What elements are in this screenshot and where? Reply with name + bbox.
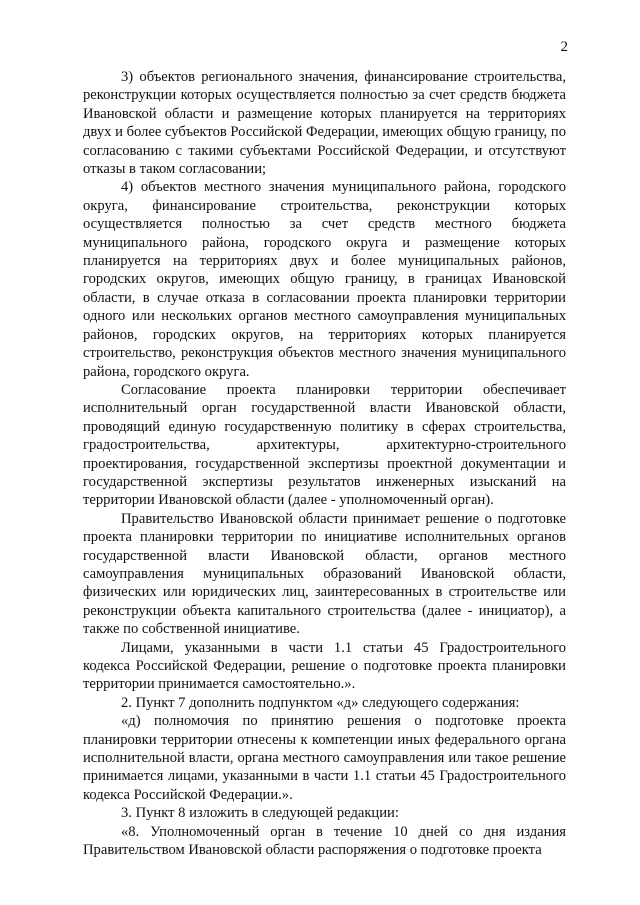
paragraph-amendment-2: 2. Пункт 7 дополнить подпунктом «д» следующего содержания: xyxy=(121,694,520,711)
paragraph-government-decision: Правительство Ивановской области принимает решение о подготовке проекта планировки территории по инициативе исполнительных органов государственной власти Ивановской области, органов местного самоуправления муниципальных образований Ивановской области, физических или юридических лиц, заинтересованных в строительстве или реконструкции объекта капитального строительства (далее - инициатор), а также по собственной инициативе. xyxy=(83,510,566,638)
paragraph-item-8: «8. Уполномоченный орган в течение 10 дней со дня издания Правительством Ивановской области распоряжения о подготовке проекта xyxy=(83,823,566,859)
document-body xyxy=(83,68,566,859)
paragraph-approval: Согласование проекта планировки территории обеспечивает исполнительный орган государственной власти Ивановской области, проводящий единую государственную политику в сферах строительства, градостроительства, архитектуры, архитектурно-строительного проектирования, государственной экспертизы проектной документации и государственной экспертизы результатов инженерных изысканий на территории Ивановской области (далее - уполномоченный орган). xyxy=(83,381,566,509)
paragraph-subitem-d: «д) полномочия по принятию решения о подготовке проекта планировки территории отнесены к компетенции иных федерального органа исполнительной власти, органа местного самоуправления или такое решение принимается лицами, указанными в части 1.1 статьи 45 Градостроительного кодекса Российской Федерации.». xyxy=(83,713,566,803)
paragraph-item-3: 3) объектов регионального значения, финансирование строительства, реконструкции которых осуществляется полностью за счет средств бюджета Ивановской области и размещение которых планируется на территориях двух и более субъектов Российской Федерации, имеющих общую границу, по согласованию с такими субъектами Российской Федерации, и отсутствуют отказы в таком согласовании; xyxy=(83,69,566,178)
page-number: 2 xyxy=(560,39,568,55)
paragraph-item-4: 4) объектов местного значения муниципального района, городского округа, финансирование строительства, реконструкции которых осуществляется полностью за счет средств местного бюджета муниципального района, городского округа и размещение которых планируется на территориях двух и более муниципальных районов, городских округов, имеющих общую границу, в границах Ивановской области, в случае отказа в согласовании проекта планировки территории одного или нескольких органов местного самоуправления муниципальных районов, городских округов, на территориях которых планируется строительство, реконструкция объектов местного значения муниципального района, городского округа. xyxy=(83,179,566,380)
paragraph-amendment-3: 3. Пункт 8 изложить в следующей редакции: xyxy=(121,805,399,822)
paragraph-persons: Лицами, указанными в части 1.1 статьи 45 Градостроительного кодекса Российской Федерации, решение о подготовке проекта планировки территории принимается самостоятельно.». xyxy=(83,639,566,693)
